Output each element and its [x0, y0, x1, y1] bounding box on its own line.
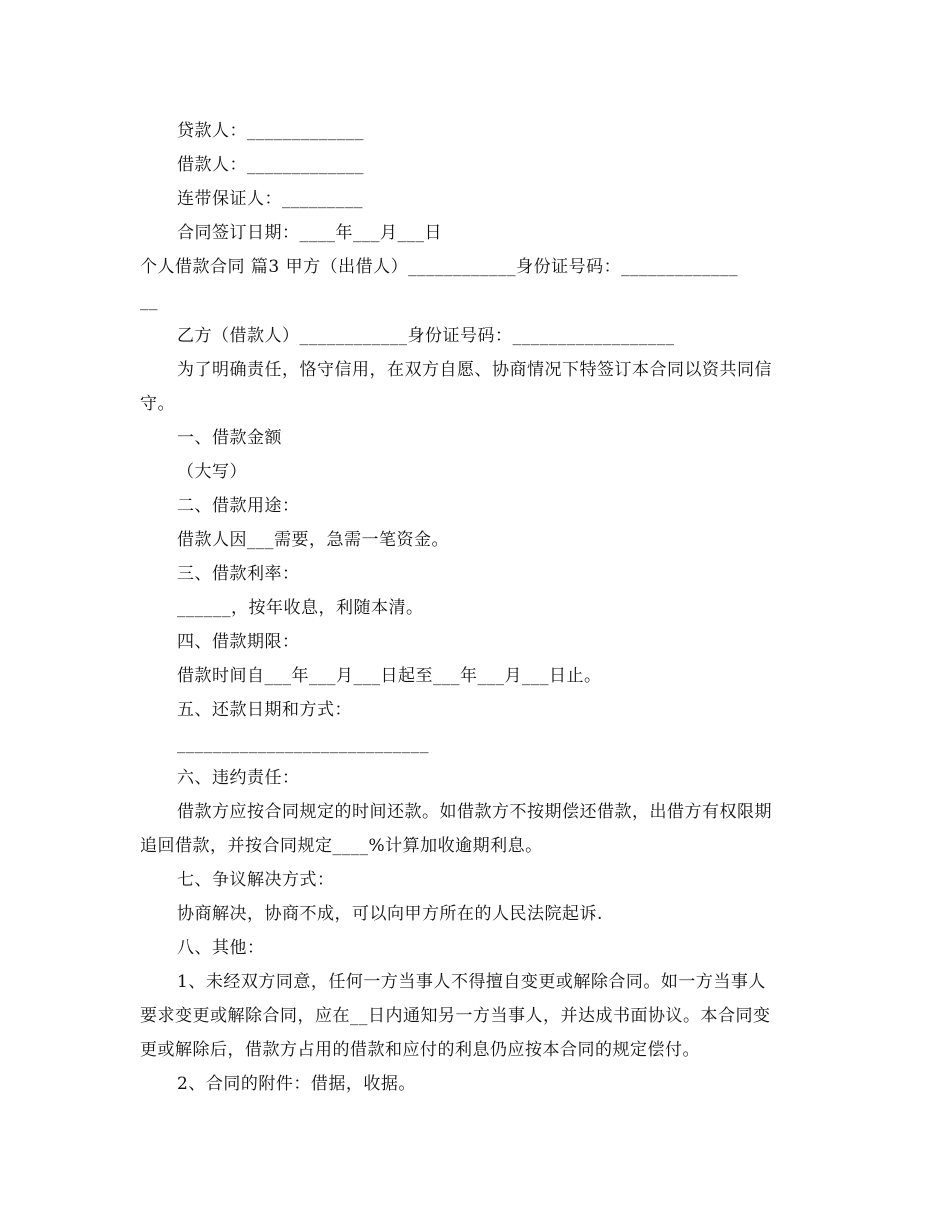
guarantor-line: 连带保证人：_________	[177, 189, 363, 209]
preamble-line-1: 为了明确责任，恪守信用，在双方自愿、协商情况下特签订本合同以资共同信	[177, 360, 772, 380]
section-3-heading: 三、借款利率：	[177, 564, 300, 584]
other-clause-1-line-2: 要求变更或解除合同，应在__日内通知另一方当事人，并达成书面协议。本合同变	[140, 1006, 771, 1026]
other-clause-1-line-3: 更或解除后，借款方占用的借款和应付的利息仍应按本合同的规定偿付。	[140, 1040, 700, 1060]
section-1-heading: 一、借款金额	[177, 428, 282, 448]
party-b-line: 乙方（借款人）____________身份证号码：__________________	[177, 326, 675, 346]
section-5-heading: 五、还款日期和方式：	[177, 700, 352, 720]
signing-date-line: 合同签订日期：____年___月___日	[177, 223, 442, 243]
section-6-heading: 六、违约责任：	[177, 768, 300, 788]
preamble-line-2: 守。	[140, 394, 175, 414]
repayment-blank-line: ____________________________	[177, 734, 429, 754]
section-7-heading: 七、争议解决方式：	[177, 870, 335, 890]
purpose-text: 借款人因___需要，急需一笔资金。	[177, 530, 449, 550]
lender-line: 贷款人：_____________	[177, 121, 364, 141]
other-clause-1-line-1: 1、未经双方同意，任何一方当事人不得擅自变更或解除合同。如一方当事人	[177, 972, 766, 992]
other-clause-2: 2、合同的附件：借据，收据。	[177, 1074, 416, 1094]
interest-text: ______，按年收息，利随本清。	[177, 598, 424, 618]
party-a-id-continuation: __	[140, 291, 158, 311]
borrower-line: 借款人：_____________	[177, 155, 364, 175]
breach-text-line-1: 借款方应按合同规定的时间还款。如借款方不按期偿还借款，出借方有权限期	[177, 802, 772, 822]
section-4-heading: 四、借款期限：	[177, 632, 300, 652]
term-text: 借款时间自___年___月___日起至___年___月___日止。	[177, 666, 602, 686]
section-2-heading: 二、借款用途：	[177, 496, 300, 516]
contract-title-party-a-line: 个人借款合同 篇3 甲方（出借人）____________身份证号码：_____________	[140, 257, 739, 277]
section-8-heading: 八、其他：	[177, 938, 265, 958]
breach-text-line-2: 追回借款，并按合同规定____%计算加收逾期利息。	[140, 836, 543, 856]
amount-uppercase: （大写）	[177, 462, 247, 482]
dispute-text: 协商解决，协商不成，可以向甲方所在的人民法院起诉.	[177, 904, 603, 924]
